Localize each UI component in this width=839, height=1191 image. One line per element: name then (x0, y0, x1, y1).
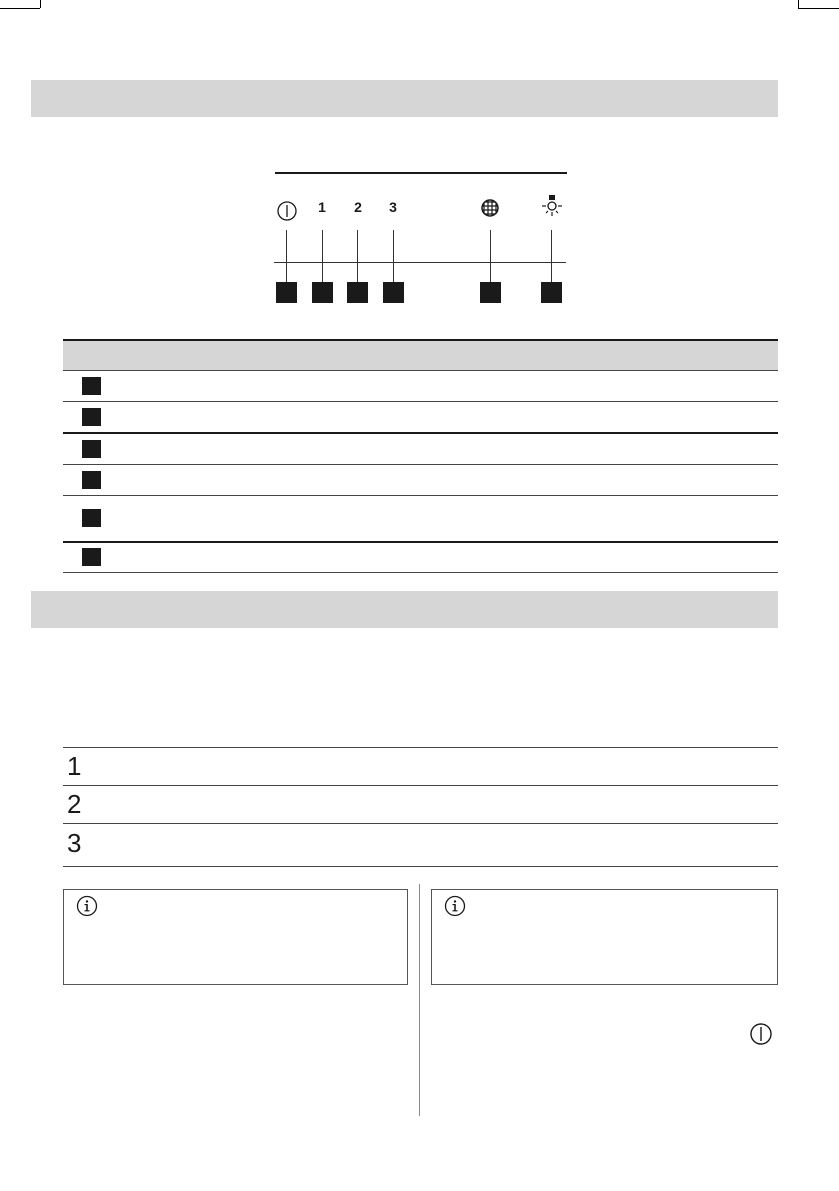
table-rule (63, 432, 778, 434)
speed-2-label: 2 (354, 199, 362, 215)
power-icon (749, 1022, 773, 1046)
speed-table-bottom-rule (63, 866, 778, 867)
speed-3-label: 3 (389, 199, 397, 215)
speed-1-label: 1 (318, 199, 326, 215)
speed-3-row-label: 3 (67, 828, 82, 858)
column-divider (419, 884, 420, 1116)
speed-table-rule (63, 785, 778, 786)
lamp-icon (540, 194, 564, 218)
power-icon (276, 200, 298, 222)
crop-mark-top-right (798, 8, 839, 9)
table-bottom-rule (63, 572, 778, 573)
table-rule (63, 464, 778, 465)
panel-bottom-edge (274, 262, 566, 263)
info-icon (76, 895, 98, 917)
table-row-marker (82, 377, 101, 395)
table-row-marker (82, 509, 101, 527)
table-rule (63, 541, 778, 543)
callout-marker (383, 282, 404, 303)
leader-line (357, 230, 358, 282)
table-row-marker (82, 408, 101, 426)
leader-line (322, 230, 323, 282)
table-rule (63, 370, 778, 371)
speed-1-row-label: 1 (67, 751, 82, 781)
panel-top-edge (275, 172, 567, 174)
info-note-left (63, 889, 408, 985)
callout-marker (347, 282, 368, 303)
table-row-marker (82, 440, 101, 458)
callout-marker (276, 282, 297, 303)
table-rule (63, 495, 778, 496)
control-panel-diagram (260, 160, 580, 310)
info-note-right (431, 889, 778, 985)
callout-marker (312, 282, 333, 303)
table-row-marker (82, 471, 101, 489)
fan-filter-icon (480, 198, 500, 218)
section-header-bar (31, 591, 778, 628)
speed-table-top-rule (63, 747, 778, 748)
callout-marker (541, 282, 562, 303)
section-header-bar (31, 80, 778, 117)
crop-mark-top-right-v (798, 0, 799, 8)
table-row-marker (82, 548, 101, 566)
table-rule (63, 401, 778, 402)
speed-2-row-label: 2 (67, 789, 82, 819)
crop-mark-top-left-v (40, 0, 41, 8)
leader-line (286, 230, 287, 282)
callout-marker (480, 282, 501, 303)
speed-table-rule (63, 823, 778, 824)
info-icon (444, 895, 466, 917)
table-header (63, 341, 778, 370)
leader-line (551, 230, 552, 282)
leader-line (393, 230, 394, 282)
crop-mark-top-left (0, 8, 40, 9)
leader-line (490, 230, 491, 282)
